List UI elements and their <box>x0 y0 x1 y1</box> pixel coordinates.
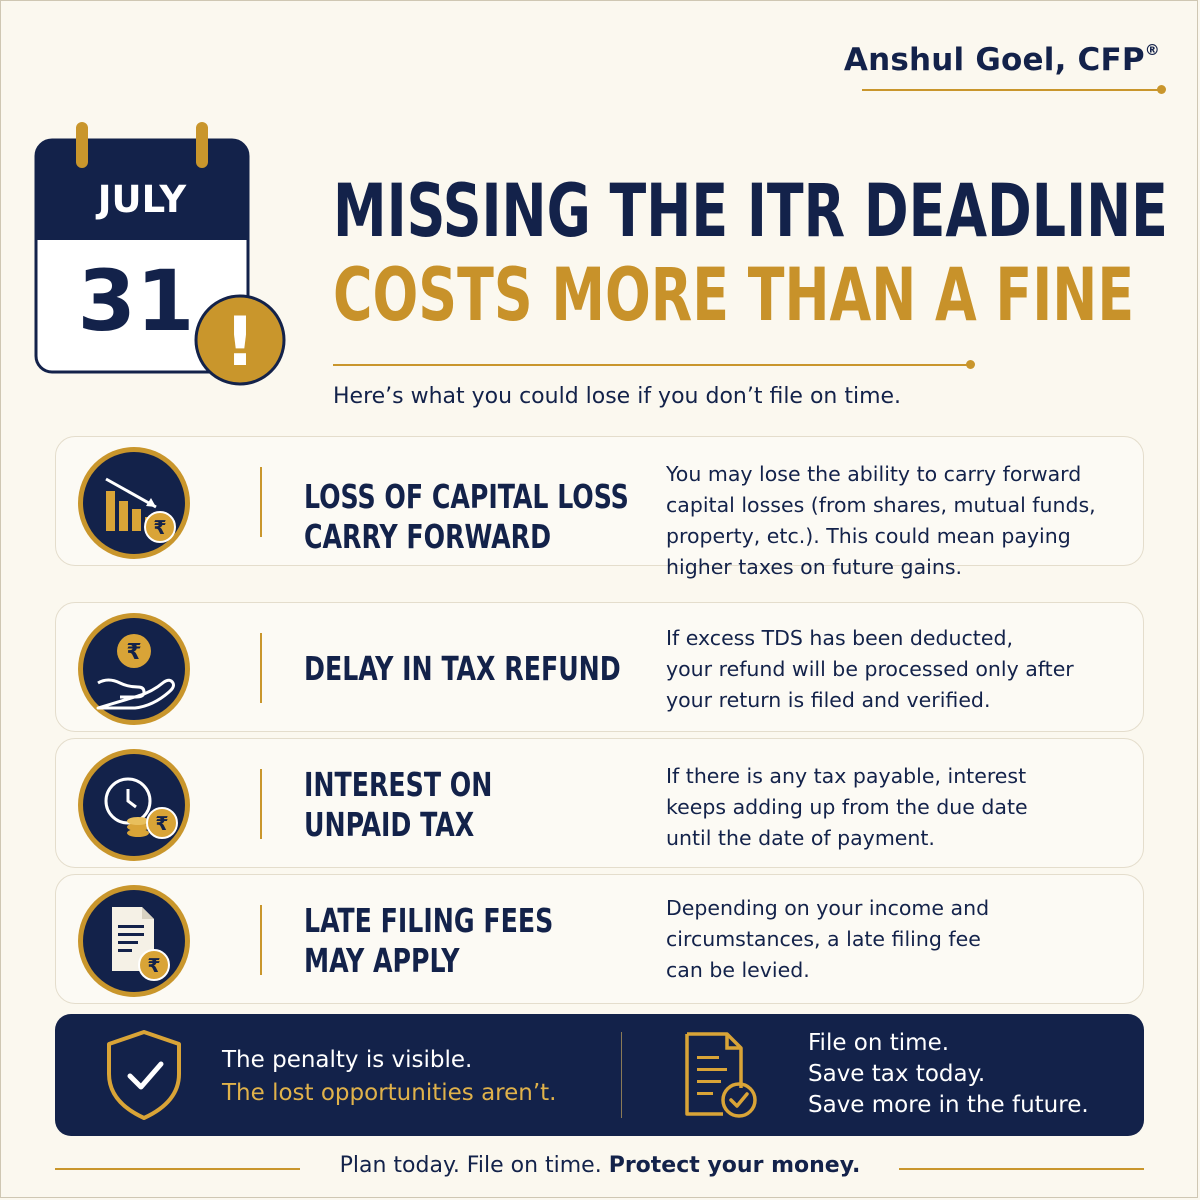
card-heading: LATE FILING FEES MAY APPLY <box>304 901 554 980</box>
document-rupee-icon <box>76 883 192 999</box>
svg-text:₹: ₹ <box>153 517 167 539</box>
banner-divider <box>621 1032 622 1118</box>
calendar-icon <box>30 118 300 393</box>
page-title <box>333 169 1168 338</box>
card-description: You may lose the ability to carry forward capital losses (from shares, mutual funds, property, etc.). This could mean paying higher taxes on future gains. <box>666 462 1096 579</box>
calendar-month: JULY <box>97 178 187 221</box>
brand-name: Anshul Goel, CFP® <box>843 40 1160 78</box>
svg-text:₹: ₹ <box>155 813 169 835</box>
card-divider <box>260 769 262 839</box>
calendar-day: 31 <box>77 252 195 350</box>
title-line-2: COSTS MORE THAN A FINE <box>333 253 1135 338</box>
svg-text:₹: ₹ <box>126 640 142 665</box>
card-description: If there is any tax payable, interest keeps adding up from the due date until the date of payment. <box>666 764 1028 850</box>
banner-right-text: File on time. Save tax today. Save more in the future. <box>808 1030 1089 1118</box>
title-underline-dot <box>966 360 975 369</box>
title-line-1: MISSING THE ITR DEADLINE <box>333 169 1168 254</box>
card-heading: DELAY IN TAX REFUND <box>304 649 621 688</box>
shield-check-icon <box>103 1028 185 1122</box>
card-capital-loss <box>55 436 1144 579</box>
document-check-icon <box>681 1030 761 1120</box>
declining-bars-rupee-icon <box>76 445 192 561</box>
card-late-fees <box>55 874 1144 1004</box>
brand-underline-dot <box>1157 85 1166 94</box>
clock-coins-icon <box>76 747 192 863</box>
subtitle: Here’s what you could lose if you don’t file on time. <box>333 384 902 409</box>
banner-left-text: The penalty is visible. The lost opportunities aren’t. <box>222 1047 557 1106</box>
card-divider <box>260 633 262 703</box>
footer-tagline: Plan today. File on time. Protect your money. <box>339 1153 861 1178</box>
card-heading: INTEREST ON UNPAID TAX <box>304 765 493 844</box>
title-underline <box>333 364 973 366</box>
svg-text:₹: ₹ <box>147 955 161 977</box>
card-heading: LOSS OF CAPITAL LOSS CARRY FORWARD <box>304 477 629 556</box>
card-tax-refund <box>55 602 1144 732</box>
alert-icon: ! <box>224 303 256 382</box>
card-divider <box>260 905 262 975</box>
card-description: If excess TDS has been deducted, your refund will be processed only after your return is filed and verified. <box>666 626 1074 712</box>
card-interest-unpaid <box>55 738 1144 868</box>
cta-banner <box>55 1014 1144 1136</box>
card-description: Depending on your income and circumstances, a late filing fee can be levied. <box>666 896 990 982</box>
hand-rupee-coin-icon <box>76 611 192 727</box>
brand-underline <box>862 89 1160 91</box>
card-divider <box>260 467 262 537</box>
